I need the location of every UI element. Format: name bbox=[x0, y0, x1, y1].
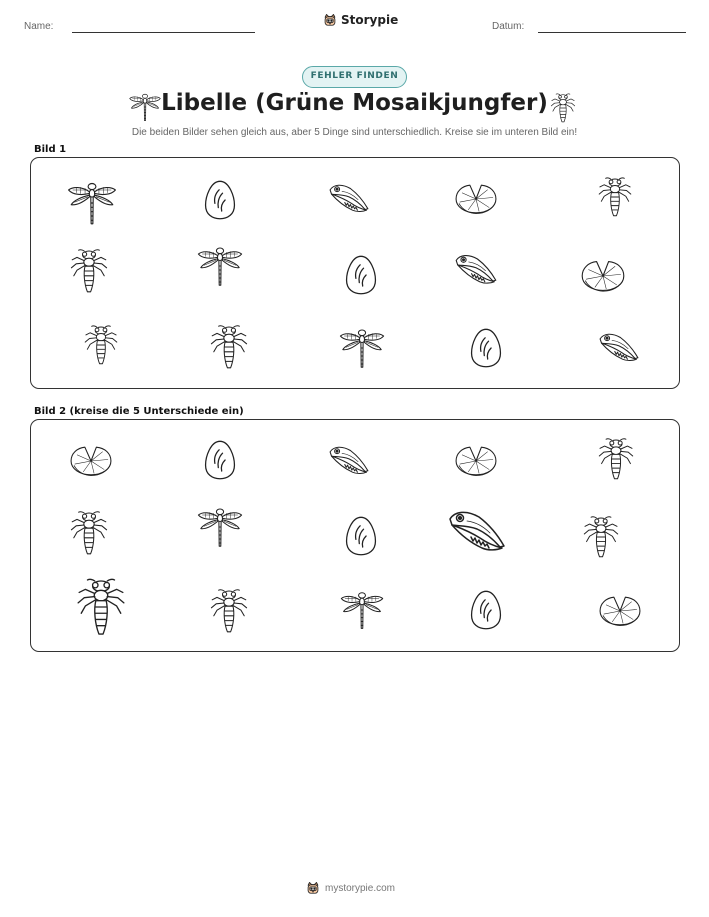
brand-name: Storypie bbox=[341, 13, 399, 27]
name-label: Name: bbox=[24, 21, 54, 32]
nymph-icon bbox=[549, 92, 577, 124]
nymph-icon bbox=[83, 322, 119, 368]
footer bbox=[306, 881, 395, 895]
date-field-line[interactable] bbox=[538, 32, 686, 33]
nymph-icon bbox=[69, 247, 109, 295]
egg-icon bbox=[469, 326, 503, 370]
egg-icon[interactable] bbox=[344, 514, 378, 558]
nymph-jaw-icon[interactable] bbox=[328, 444, 370, 478]
activity-badge: FEHLER FINDEN bbox=[302, 66, 407, 88]
egg-icon[interactable] bbox=[469, 588, 503, 632]
name-field-line[interactable] bbox=[72, 32, 255, 33]
nymph-icon bbox=[597, 175, 633, 219]
lily-pad-icon[interactable] bbox=[453, 444, 499, 478]
lily-pad-icon[interactable] bbox=[68, 444, 114, 478]
lily-pad-icon[interactable] bbox=[597, 594, 643, 628]
dragonfly-icon bbox=[66, 177, 118, 229]
nymph-icon[interactable] bbox=[582, 514, 620, 560]
page-title: Libelle (Grüne Mosaikjungfer) bbox=[161, 90, 548, 116]
picture1-label: Bild 1 bbox=[34, 144, 67, 155]
nymph-icon[interactable] bbox=[209, 586, 249, 636]
egg-icon bbox=[344, 253, 378, 297]
nymph-icon[interactable] bbox=[69, 509, 109, 557]
lily-pad-icon bbox=[453, 182, 499, 216]
storypie-logo-icon bbox=[323, 13, 337, 27]
dragonfly-icon[interactable] bbox=[337, 587, 387, 633]
picture2-label: Bild 2 (kreise die 5 Unterschiede ein) bbox=[34, 406, 244, 417]
egg-icon bbox=[203, 178, 237, 222]
nymph-icon[interactable] bbox=[75, 575, 127, 639]
date-label: Datum: bbox=[492, 21, 525, 32]
picture1-panel bbox=[30, 157, 680, 389]
brand bbox=[323, 13, 398, 27]
nymph-jaw-icon bbox=[454, 253, 498, 287]
instructions: Die beiden Bilder sehen gleich aus, aber 5 Dinge sind unterschiedlich. Kreise sie im unteren Bild ein! bbox=[131, 127, 578, 138]
picture2-panel bbox=[30, 419, 680, 652]
storypie-logo-icon bbox=[306, 881, 320, 895]
lily-pad-icon bbox=[579, 258, 627, 294]
nymph-jaw-icon[interactable] bbox=[447, 507, 507, 557]
footer-site[interactable]: mystorypie.com bbox=[325, 882, 396, 894]
nymph-jaw-icon bbox=[598, 330, 640, 366]
nymph-jaw-icon bbox=[328, 182, 370, 216]
nymph-icon[interactable] bbox=[597, 436, 635, 482]
nymph-icon bbox=[209, 322, 249, 372]
dragonfly-icon bbox=[337, 324, 387, 372]
dragonfly-icon bbox=[194, 242, 246, 290]
egg-icon[interactable] bbox=[203, 438, 237, 482]
dragonfly-icon[interactable] bbox=[194, 503, 246, 551]
